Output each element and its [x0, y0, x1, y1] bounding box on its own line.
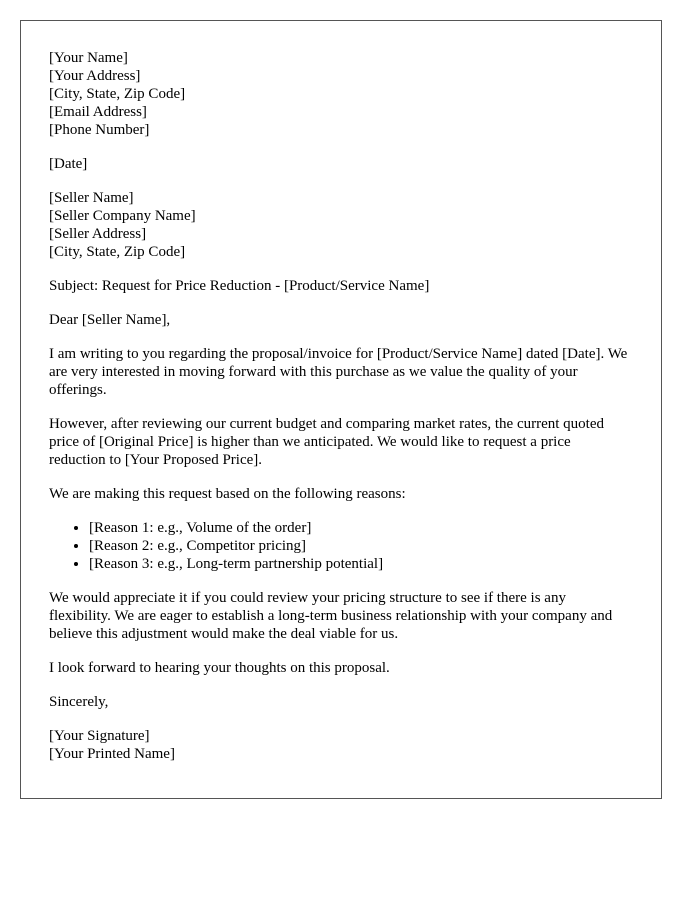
sender-city: [City, State, Zip Code] — [49, 86, 186, 102]
recipient-name: [Seller Name] — [49, 190, 134, 206]
sign-off: Sincerely, — [49, 694, 109, 710]
recipient-address: [Seller Address] — [49, 226, 147, 242]
printed-name: [Your Printed Name] — [49, 746, 175, 762]
recipient-block — [49, 189, 631, 261]
list-item: • [Reason 3: e.g., Long-term partnership potential] — [89, 555, 631, 573]
signature-block — [49, 727, 631, 763]
sender-address: [Your Address] — [49, 68, 141, 84]
body-paragraph: However, after reviewing our current budget and comparing market rates, the current quoted price of [Original Price] is higher than we anticipated. We would like to request a price reduction to [Your Proposed Price]. — [49, 416, 605, 468]
list-item: • [Reason 2: e.g., Competitor pricing] — [89, 537, 631, 555]
sender-name: [Your Name] — [49, 50, 128, 66]
recipient-company: [Seller Company Name] — [49, 208, 196, 224]
body-paragraph: We would appreciate it if you could review your pricing structure to see if there is any flexibility. We are eager to establish a long-term business relationship with your company and believe this adjustment would make the deal viable for us. — [49, 590, 613, 642]
letter-document — [20, 20, 662, 799]
signature: [Your Signature] — [49, 728, 150, 744]
letter-date: [Date] — [49, 156, 88, 172]
sender-block — [49, 49, 631, 139]
body-paragraph: We are making this request based on the following reasons: — [49, 486, 406, 502]
list-item: • [Reason 1: e.g., Volume of the order] — [89, 519, 631, 537]
reasons-list — [49, 519, 631, 573]
sender-email: [Email Address] — [49, 104, 147, 120]
body-paragraph: I am writing to you regarding the proposal/invoice for [Product/Service Name] dated [Date]. We are very interested in moving forward with this purchase as we value the quality of your offerings. — [49, 346, 628, 398]
subject-line: Subject: Request for Price Reduction - [Product/Service Name] — [49, 278, 430, 294]
salutation: Dear [Seller Name], — [49, 312, 171, 328]
recipient-city: [City, State, Zip Code] — [49, 244, 186, 260]
body-paragraph: I look forward to hearing your thoughts on this proposal. — [49, 660, 390, 676]
sender-phone: [Phone Number] — [49, 122, 150, 138]
